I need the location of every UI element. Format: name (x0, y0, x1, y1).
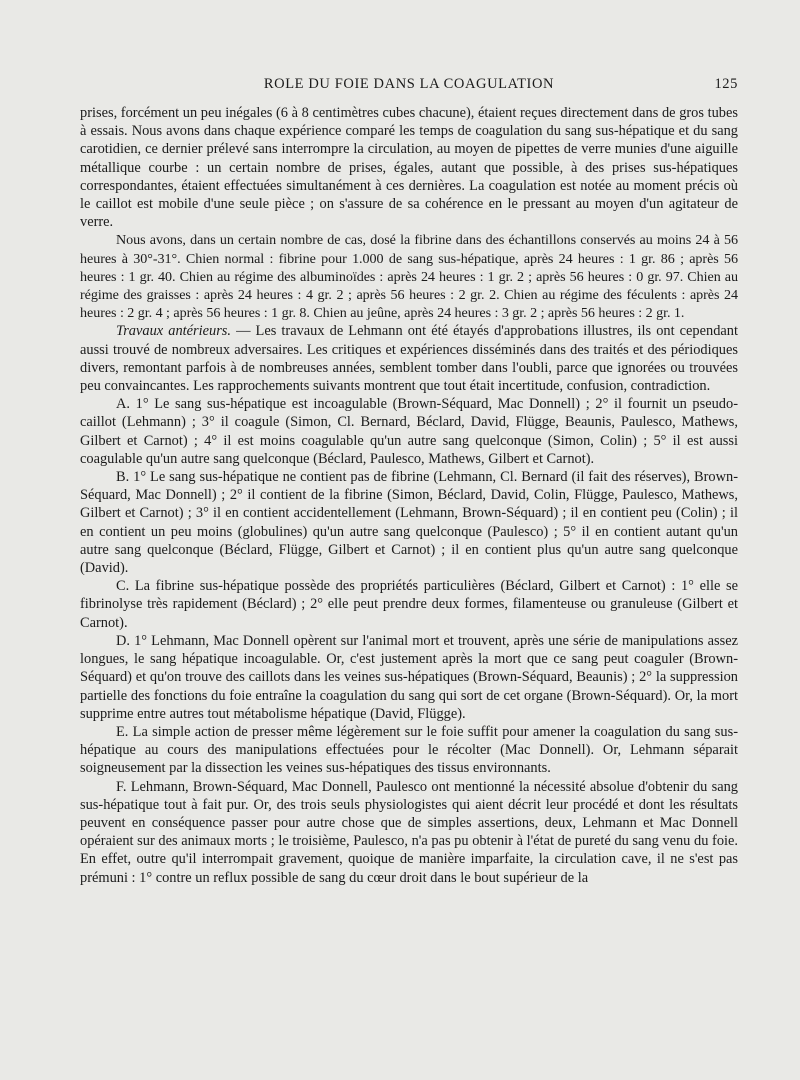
paragraph-travaux-anterieurs (80, 322, 738, 395)
paragraph-fibrine-dosage: Nous avons, dans un certain nombre de cas, dosé la fibrine dans des échantillons conservés au moins 24 à 56 heures à 30°-31°. Chien normal : fibrine pour 1.000 de sang sus-hépatique, après 24 heures : 1 gr. 86 ; après 56 heures : 1 gr. 40. Chien au régime des albuminoïdes : après 24 heures : 1 gr. 2 ; après 56 heures : 0 gr. 97. Chien au régime des graisses : après 24 heures : 4 gr. 2 ; après 56 heures : 2 gr. 2. Chien au régime des féculents : après 24 heures : 2 gr. 4 ; après 56 heures : 1 gr. 8. Chien au jeûne, après 24 heures : 3 gr. 2 ; après 56 heures : 2 gr. 1. (80, 232, 738, 322)
paragraph-continuation: prises, forcément un peu inégales (6 à 8 centimètres cubes chacune), étaient reçues directement dans de gros tubes à essais. Nous avons dans chaque expérience comparé les temps de coagulation du sang sus-hépatique et du sang carotidien, ce dernier prélevé sans interrompre la circulation, au moyen de pipettes de verre munies d'une aiguille métallique courbe : un certain nombre de prises, égales, autant que possible, à des prises sus-hépatiques correspondantes, étaient effectuées simultanément à ces dernières. La coagulation est notée au moment précis où le caillot est mobile d'une seule pièce ; on s'assure de sa cohérence en le pressant au moyen d'un agitateur de verre. (80, 105, 738, 231)
paragraph-C: C. La fibrine sus-hépatique possède des propriétés particulières (Béclard, Gilbert et Carnot) : 1° elle se fibrinolyse très rapidement (Béclard) ; 2° elle peut prendre deux formes, filamenteuse ou granuleuse (Gilbert et Carnot). (80, 578, 738, 631)
page-number: 125 (714, 76, 738, 92)
running-title: ROLE DU FOIE DANS LA COAGULATION (263, 76, 555, 92)
section-lead-italic: Travaux antérieurs. (116, 323, 232, 340)
paragraph-A: A. 1° Le sang sus-hépatique est incoagulable (Brown-Séquard, Mac Donnell) ; 2° il fournit un pseudo-caillot (Lehmann) ; 3° il coagule (Simon, Cl. Bernard, Béclard, David, Flügge, Beaunis, Paulesco, Mathews, Gilbert et Carnot) ; 4° il est moins coagulable qu'un autre sang quelconque (Simon, Colin) ; 5° il est aussi coagulable qu'un autre sang quelconque (Béclard, Paulesco, Mathews, Gilbert et Carnot). (80, 396, 738, 467)
paragraph-E: E. La simple action de presser même légèrement sur le foie suffit pour amener la coagulation du sang sus-hépatique au cours des manipulations effectuées pour le récolter (Mac Donnell). Or, Lehmann séparait soigneusement par la dissection les veines sus-hépatiques des tissus environnants. (80, 723, 738, 777)
paragraph-D: D. 1° Lehmann, Mac Donnell opèrent sur l'animal mort et trouvent, après une série de manipulations assez longues, le sang hépatique incoagulable. Or, c'est justement après la mort que ce sang peut coaguler (Brown-Séquard) et qu'on trouve des caillots dans les veines sus-hépatiques (Brown-Séquard, Beaunis) ; 2° la suppression partielle des fonctions du foie entraîne la coagulation du sang qui sort de cet organe (Brown-Séquard). Or, la mort supprime entre autres tout métabolisme hépatique (David, Flügge). (80, 632, 738, 722)
paragraph-B: B. 1° Le sang sus-hépatique ne contient pas de fibrine (Lehmann, Cl. Bernard (il fait des réserves), Brown-Séquard, Mac Donnell) ; 2° il contient de la fibrine (Simon, Béclard, David, Colin, Flügge, Paulesco, Mathews, Gilbert et Carnot) ; 3° il en contient accidentellement (Lehmann, Brown-Séquard) ; il en contient peu (Colin) ; il en contient un peu moins (globulines) qu'un autre sang quelconque (Paulesco) ; 5° il en contient autant qu'un autre sang quelconque (Béclard, Flügge, Gilbert et Carnot) ; il en contient plus qu'un autre sang quelconque (David). (80, 469, 738, 577)
body-text (80, 104, 738, 887)
paragraph-travaux-text: — Les travaux de Lehmann ont été étayés d'approbations illustres, ils ont cependant aussi trouvé de nombreux adversaires. Les critiques et expériences disséminés dans des traités et des périodiques divers, remontant parfois à de nombreuses années, semblent tomber dans l'oubli, parce que ignorées ou trouvées peu convaincantes. Les rapprochements suivants montrent que tout était incertitude, confusion, contradiction. (80, 323, 738, 395)
paragraph-F: F. Lehmann, Brown-Séquard, Mac Donnell, Paulesco ont mentionné la nécessité absolue d'obtenir du sang sus-hépatique tout à fait pur. Or, des trois seuls physiologistes qui aient décrit leur procédé et dont les résultats peuvent en conséquence passer pour autre chose que de simples assertions, deux, Lehmann et Mac Donnell opéraient sur des animaux morts ; le troisième, Paulesco, n'a pas pu obtenir à l'état de pureté du sang venu du foie. En effet, outre qu'il interrompait gravement, quoique de manière imparfaite, la circulation cave, il ne s'est pas prémuni : 1° contre un reflux possible de sang du cœur droit dans le bout supérieur de la (80, 778, 738, 886)
page-header (80, 76, 738, 98)
